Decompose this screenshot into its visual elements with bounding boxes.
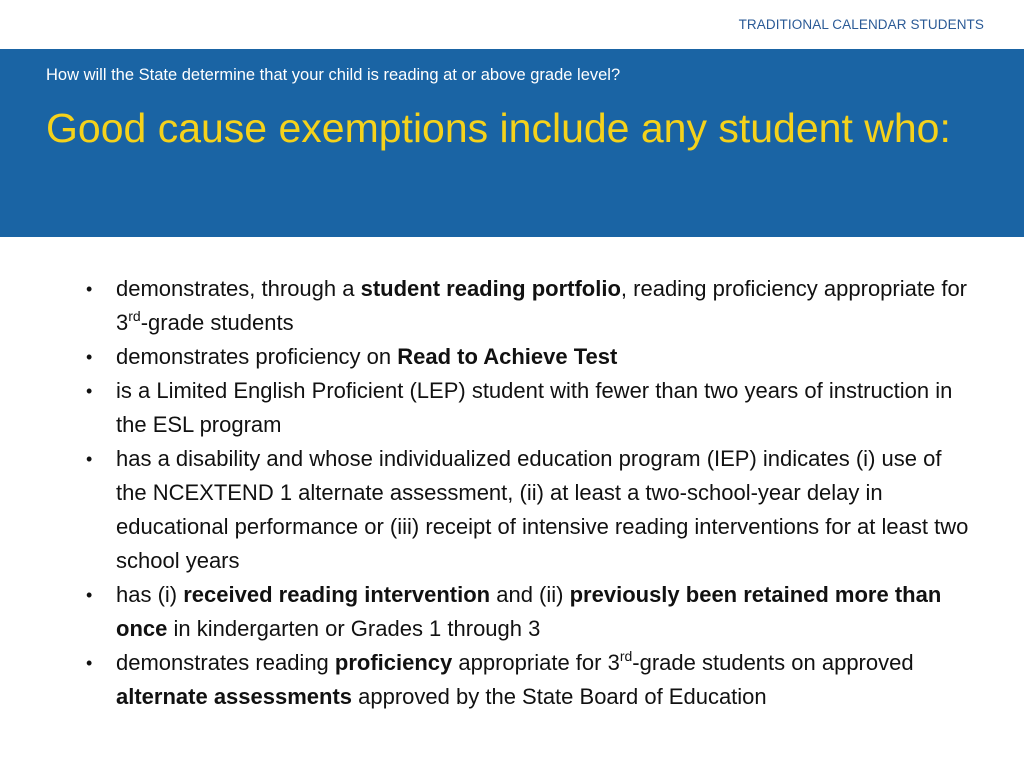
bullet-text: appropriate for 3 [452,650,620,675]
exemption-list [84,272,974,714]
list-item [84,374,974,442]
bullet-icon: • [86,585,93,605]
list-item [84,272,974,340]
bullet-text: has a disability and whose individualized education program (IEP) indicates (i) use of the NCEXTEND 1 alternate assessment, (ii) at least a two-school-year delay in educational performance or (iii) receipt of intensive reading interventions for at least two school years [116,446,969,573]
bullet-icon: • [86,449,93,469]
bullet-text: , reading proficiency appropriate for 3 [116,276,968,335]
bullet-text-bold: previously been retained more than once [116,582,942,641]
list-item [84,340,974,374]
bullet-text-bold: alternate assessments [116,684,353,709]
bullet-text: -grade students on approved [632,650,914,675]
bullet-text: in kindergarten or Grades 1 through 3 [167,616,541,641]
page-title: Good cause exemptions include any student who: [46,105,951,151]
bullet-text-bold: received reading intervention [183,582,491,607]
bullet-icon: • [86,653,93,673]
bullet-icon: • [86,381,93,401]
section-label: TRADITIONAL CALENDAR STUDENTS [738,17,984,32]
bullet-text: demonstrates reading [116,650,335,675]
list-item [84,578,974,646]
bullet-icon: • [86,347,93,367]
bullet-icon: • [86,279,93,299]
header-banner [0,49,1024,237]
bullet-text: has (i) [116,582,184,607]
bullet-text-bold: Read to Achieve Test [397,344,618,369]
bullet-text-bold: proficiency [334,650,453,675]
bullet-text-bold: student reading portfolio [360,276,621,301]
bullet-text: is a Limited English Proficient (LEP) student with fewer than two years of instruction in the ESL program [116,378,953,437]
bullet-text: -grade students [140,310,294,335]
ordinal-suffix: rd [128,308,141,324]
banner-question: How will the State determine that your child is reading at or above grade level? [46,66,621,84]
bullet-text: demonstrates proficiency on [116,344,398,369]
bullet-text: and (ii) [490,582,570,607]
bullet-text: demonstrates, through a [116,276,361,301]
list-item [84,442,974,578]
list-item [84,646,974,714]
bullet-text: approved by the State Board of Education [352,684,767,709]
ordinal-suffix: rd [619,648,633,664]
